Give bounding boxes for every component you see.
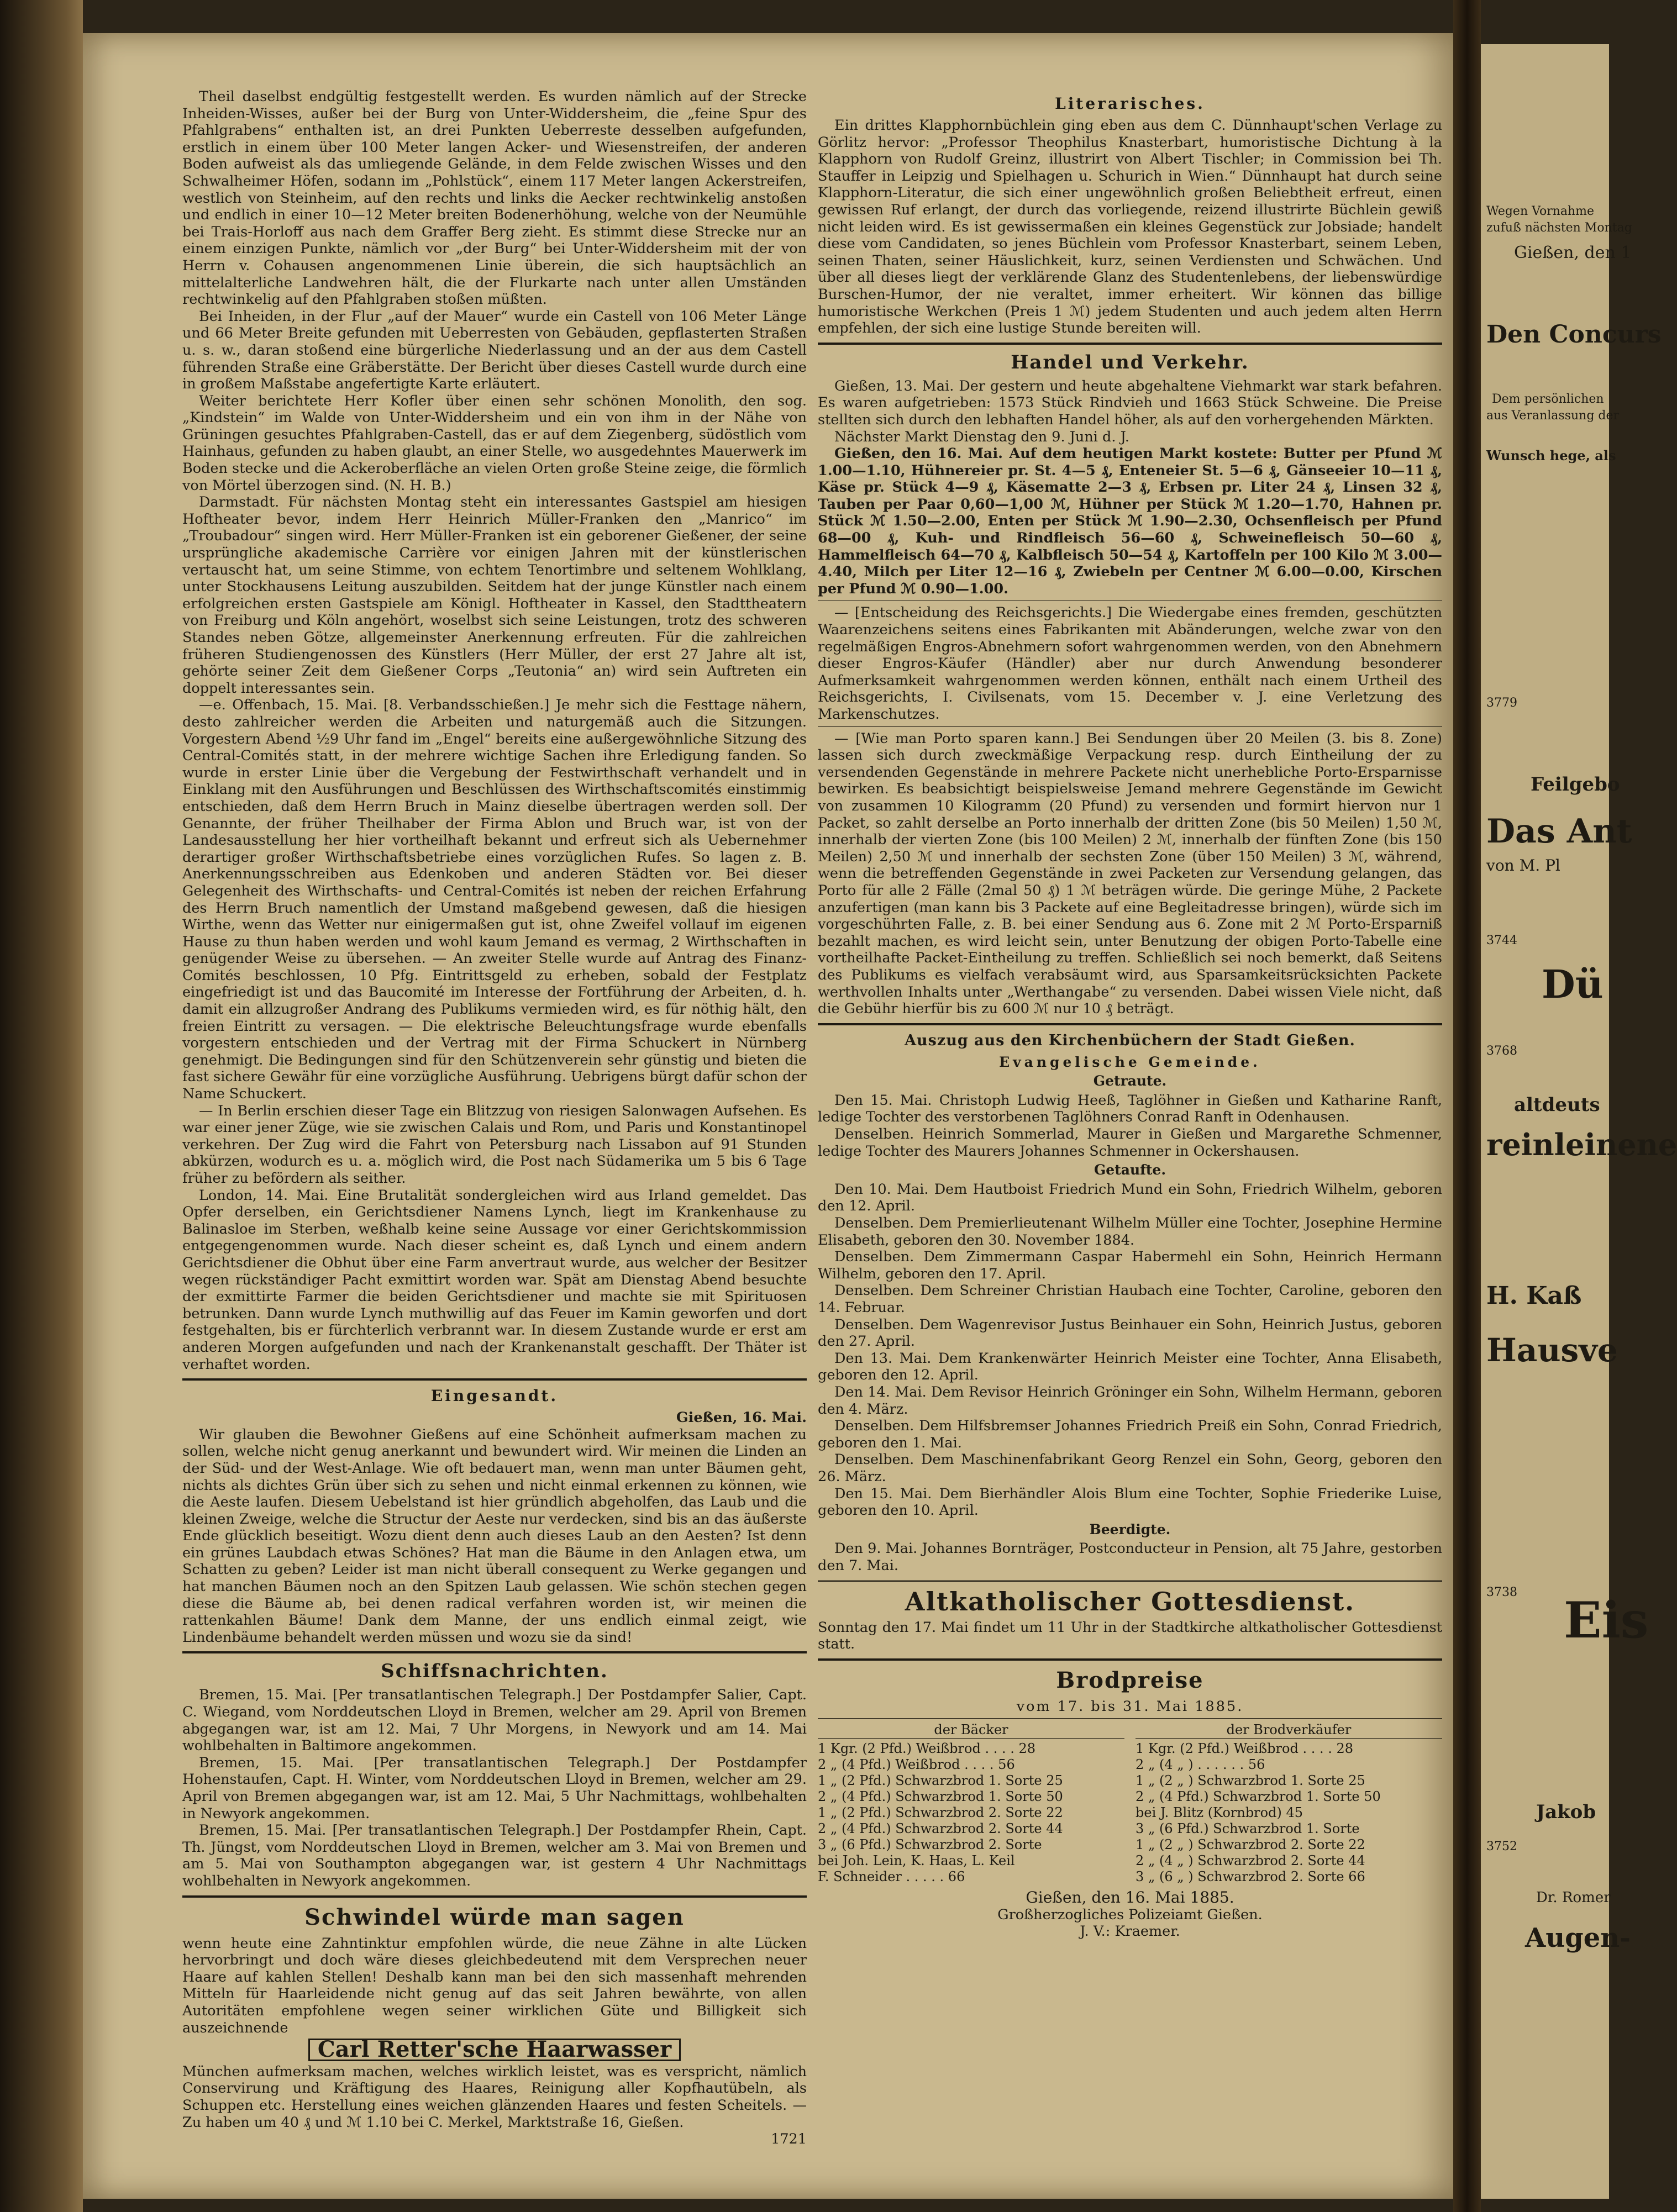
- literarisches-text: Ein drittes Klapphornbüchlein ging eben aus dem C. Dünnhaupt'schen Verlage zu Görlitz hervor: „Professor Theophilus Knasterbart, humoristische Dichtung à la Klapphorn von Rudolf Greinz, illustrirt von Albert Tischler; in Commission bei Th. Stauffer in Leipzig und Spielhagen u. Schurich in Wien.“ Dünnhaupt hat durch seine Klapphorn-Literatur, die sich einer ungewöhnlich großen Beliebtheit erfreut, einen gewissen Ruf erlangt, der durch das vorliegende, reizend illustrirte Büchlein gewiß nicht leiden wird. Es ist gewissermaßen ein kleines Gegenstück zur Jobsiade; handelt diese vom Candidaten, so jenes Büchlein vom Professor Knasterbart, seinem Leben, seinen Thaten, seiner Häuslichkeit, kurz, seinen Verdiensten und Schwächen. Und über all dieses liegt der verklärende Glanz des Studentenlebens, der liebenswürdige Burschen-Humor, der nie veraltet, immer erheitert. Wir können das billige humoristische Werkchen (Preis 1 ℳ) jedem Studenten und auch jedem alten Herrn empfehlen, der sich eine lustige Stunde bereiten will.: [818, 117, 1442, 337]
- getaufte-entry: Denselben. Dem Premierlieutenant Wilhelm Müller eine Tochter, Josephine Hermine Elisabeth, geboren den 30. November 1884.: [818, 1215, 1442, 1249]
- article-paragraph: London, 14. Mai. Eine Brutalität sondergleichen wird aus Irland gemeldet. Das Opfer derselben, ein Gerichtsdiener Namens Lynch, liegt im Krankenhause zu Balinasloe im Sterben, weßhalb keine seine Aussage vor einer Gerichtskommission entgegengenommen wurde. Nach dieser scheint es, daß Lynch und einem andern Gerichtsdiener die Obhut über eine Farm anvertraut wurde, aus welcher der Besitzer wegen rückständiger Pacht exmittirt worden war. Spät am Dienstag Abend besuchte der exmittirte Farmer die beiden Gerichtsdiener und machte sie mit Spirituosen betrunken. Dann wurde Lynch muthwillig auf das Feuer im Kamin geworfen und dort festgehalten, bis er fürchterlich verbrannt war. In diesem Zustande wurde er erst am anderen Morgen aufgefunden und nach der Krankenanstalt geschafft. Der Thäter ist verhaftet worden.: [182, 1187, 807, 1373]
- article-paragraph: Theil daselbst endgültig festgestellt werden. Es wurden nämlich auf der Strecke Inheiden-Wisses, außer bei der Burg von Unter-Widdersheim, die „feine Spur des Pfahlgrabens“ enthalten ist, an drei Punkten Ueberreste desselben aufgefunden, erstlich in einem über 100 Meter langen Acker- und Wiesenstreifen, der anderen Boden aufweist als das umliegende Gelände, in dem Felde zwischen Wisses und den Schwalheimer Höfen, sodann im „Pohlstück“, einem 117 Meter langen Ackerstreifen, westlich von Steinheim, auf den rechts und links die Aecker rechtwinkelig anstoßen und endlich in einer 10—12 Meter breiten Bodenerhöhung, welche von der Neumühle bei Trais-Horloff aus nach dem Graffer Berg zieht. Es stimmt diese Strecke nur an einem einzigen Punkte, nämlich vor „der Burg“ bei Unter-Widdersheim mit der von Herrn v. Cohausen angenommenen Linie überein, die sich hauptsächlich an mittelalterliche Landwehren hält, die der Flurkarte nach unter allen Umständen rechtwinkelig auf den Pfahlgraben stoßen müßten.: [182, 88, 807, 308]
- next-page-text: H. Kaß: [1486, 1282, 1582, 1310]
- getraute-label: Getraute.: [1093, 1073, 1167, 1089]
- getaufte-entry: Denselben. Dem Hilfsbremser Johannes Friedrich Preiß ein Sohn, Conrad Friedrich, geboren den 1. Mai.: [818, 1418, 1442, 1451]
- getaufte-entry: Denselben. Dem Zimmermann Caspar Habermehl ein Sohn, Heinrich Hermann Wilhelm, geboren den 17. April.: [818, 1249, 1442, 1282]
- brodpreise-date: Gießen, den 16. Mai 1885.: [1026, 1888, 1234, 1907]
- left-column: [182, 88, 807, 2148]
- hair-tonic-ad-heading: Schwindel würde man sagen: [304, 1904, 685, 1930]
- divider: [818, 1718, 1442, 1719]
- price-row: 2 „ (4 Pfd.) Weißbrod . . . . 56: [818, 1757, 1015, 1773]
- price-row: bei J. Blitz (Kornbrod) 45: [1135, 1805, 1303, 1821]
- eingesandt-heading: Eingesandt.: [430, 1387, 559, 1405]
- handel-next-market: Nächster Markt Dienstag den 9. Juni d. J.: [834, 428, 1129, 445]
- price-row: 2 „ (4 Pfd.) Schwarzbrod 2. Sorte 44: [818, 1821, 1063, 1837]
- hair-tonic-ad-text-2: München aufmerksam machen, welches wirklich leistet, was es verspricht, nämlich Conservirung und Kräftigung des Haares, Reinigung aller Kopfhautübeln, als Schuppen etc. Herstellung eines weichen glänzenden Haares und festen Scheitels. — Zu haben um 40 ₰ und ℳ 1.10 bei C. Merkel, Marktstraße 16, Gießen.: [182, 2063, 807, 2131]
- price-row: 3 „ (6 Pfd.) Schwarzbrod 2. Sorte: [818, 1837, 1042, 1853]
- hair-tonic-brand: Carl Retter'sche Haarwasser: [308, 2039, 681, 2061]
- next-page-text: Dem persönlichen: [1492, 392, 1604, 406]
- getaufte-entry: Den 14. Mai. Dem Revisor Heinrich Gröninger ein Sohn, Wilhelm Hermann, geboren den 4. März.: [818, 1383, 1442, 1418]
- market-prices: Gießen, den 16. Mai. Auf dem heutigen Markt kostete: Butter per Pfund ℳ 1.00—1.10, Hühnereier pr. St. 4—5 ₰, Enteneier St. 5—6 ₰, Gänseeier 10—11 ₰, Käse pr. Stück 4—9 ₰, Käsematte 2—3 ₰, Erbsen pr. Liter 24 ₰, Linsen 32 ₰, Tauben per Paar 0,60—1,00 ℳ, Hühner per Stück ℳ 1.20—1.70, Hahnen pr. Stück ℳ 1.50—2.00, Enten per Stück ℳ 1.90—2.30, Ochsenfleisch per Pfund 68—00 ₰, Kuh- und Rindfleisch 56—60 ₰, Schweinefleisch 50—60 ₰, Hammelfleisch 64—70 ₰, Kalbfleisch 50—54 ₰, Kartoffeln per 100 Kilo ℳ 3.00—4.40, Milch per Liter 12—16 ₰, Zwiebeln per Centner ℳ 6.00—0.00, Kirschen per Pfund ℳ 0.90—1.00.: [818, 445, 1442, 597]
- baecker-header: der Bäcker: [818, 1722, 1124, 1739]
- price-row: 3 „ (6 Pfd.) Schwarzbrod 1. Sorte: [1135, 1821, 1360, 1837]
- next-page-text: Wegen Vornahme: [1486, 204, 1595, 218]
- altkatholisch-text: Sonntag den 17. Mai findet um 11 Uhr in der Stadtkirche altkatholischer Gottesdienst statt.: [818, 1619, 1442, 1653]
- getaufte-entry: Denselben. Dem Wagenrevisor Justus Beinhauer ein Sohn, Heinrich Justus, geboren den 27. April.: [818, 1316, 1442, 1350]
- price-row: 3 „ (6 „ ) Schwarzbrod 2. Sorte 66: [1135, 1869, 1365, 1885]
- next-page-text: reinleinene: [1486, 1127, 1677, 1162]
- getaufte-entry: Den 15. Mai. Dem Bierhändler Alois Blum eine Tochter, Sophie Friederike Luise, geboren den 10. April.: [818, 1485, 1442, 1519]
- getaufte-entry: Den 10. Mai. Dem Hautboist Friedrich Mund ein Sohn, Friedrich Wilhelm, geboren den 12. April.: [818, 1181, 1442, 1215]
- book-spine: [0, 0, 83, 2212]
- brodpreise-signature: J. V.: Kraemer.: [1080, 1923, 1180, 1940]
- article-paragraph: Darmstadt. Für nächsten Montag steht ein interessantes Gastspiel am hiesigen Hoftheater bevor, indem Herr Heinrich Müller-Franken den „Manrico“ im „Troubadour“ singen wird. Herr Müller-Franken ist ein geborener Gießener, der seine ursprüngliche akademische Carrière vor einigen Jahren mit der künstlerischen vertauscht hat, um seine Stimme, von echtem Tenortimbre und seltenem Wohlklang, unter Stockhausens Leitung auszubilden. Seitdem hat der junge Künstler nach einem erfolgreichen ersten Gastspiele am Königl. Hoftheater in Kassel, den Stadttheatern von Freiburg und Köln angehört, woselbst sich seine Leistungen, trotz des schweren Standes neben Götze, allgemeinster Anerkennung erfreuten. Für die zahlreichen früheren Studiengenossen des Künstlers (Herr Müller, der erst 27 Jahre alt ist, gehörte seiner Zeit dem Gießener Corps „Teutonia“ an) wird sein Auftreten ein doppelt interessantes sein.: [182, 494, 807, 697]
- porto-text: — [Wie man Porto sparen kann.] Bei Sendungen über 20 Meilen (3. bis 8. Zone) lassen sich durch zweckmäßige Verpackung resp. durch Eintheilung der zu versendenden Gegenstände in mehrere Packete nicht unerhebliche Porto-Ersparnisse bewirken. Es beabsichtigt beispielsweise Jemand mehrere Gegenstände im Gewicht von zusammen 10 Kilogramm (20 Pfund) zu versenden und formirt hiervon nur 1 Packet, so zahlt derselbe an Porto innerhalb der dritten Zone (bis 50 Meilen) 1,50 ℳ, innerhalb der vierten Zone (bis 100 Meilen) 2 ℳ, innerhalb der fünften Zone (bis 150 Meilen) 2,50 ℳ und innerhalb der sechsten Zone (über 150 Meilen) 3 ℳ, während, wenn die betreffenden Gegenstände in zwei Packeten zur Versendung gelangen, das Porto für alle 2 Fälle (2mal 50 ₰) 1 ℳ beträgen würde. Die geringe Mühe, 2 Packete anzufertigen (man kann bis 3 Packete auf eine Begleitadresse bringen), würde sich im vorgeschührten Falle, z. B. bei einer Sendung aus 6. Zone mit 2 ℳ Porto-Ersparniß bezahlt machen, es wird leicht sein, unter Benutzung der obigen Porto-Tabelle eine vortheilhafte Packet-Eintheilung zu treffen. Schließlich sei noch bemerkt, daß Seitens des Publikums es vielfach verabsäumt wird, aus Sparsamkeitsrücksichten Packete werthvollen Inhalts unter „Werthangabe“ zu versenden. Dabei wissen Viele nicht, daß die Gebühr hierfür bis zu 600 ℳ nur 10 ₰ beträgt.: [818, 730, 1442, 1018]
- next-page-edge: [1481, 44, 1677, 2199]
- price-row: bei Joh. Lein, K. Haas, L. Keil: [818, 1853, 1015, 1869]
- hair-tonic-ad-text: wenn heute eine Zahntinktur empfohlen würde, die neue Zähne in alte Lücken hervorbringt und doch wäre dieses gleichbedeutend mit dem Versprechen neuer Haare auf kahlen Stellen! Deshalb kann man bei den sich massenhaft mehrenden Mitteln für Haarleidende nicht genug auf das seit Jahren bewährte, von allen Autoritäten empfohlene wegen seiner wirklichen Güte und Billigkeit sich auszeichnende: [182, 1935, 807, 2036]
- schiff-item: Bremen, 15. Mai. [Per transatlantischen Telegraph.] Der Postdampfer Salier, Capt. C. Wiegand, vom Norddeutschen Lloyd in Bremen, welcher am 29. April von Bremen abgegangen war, ist am 12. Mai, 7 Uhr Morgens, in Newyork und am 14. Mai wohlbehalten in Baltimore angekommen.: [182, 1687, 807, 1755]
- getraute-entry: Denselben. Heinrich Sommerlad, Maurer in Gießen und Margarethe Schmenner, ledige Tochter des Maurers Johannes Schmenner in Ockershausen.: [818, 1126, 1442, 1160]
- divider: [818, 726, 1442, 727]
- literarisches-heading: Literarisches.: [1055, 94, 1205, 113]
- price-row: 1 Kgr. (2 Pfd.) Weißbrod . . . . 28: [1135, 1741, 1354, 1757]
- next-page-text: Dr. Romer: [1536, 1889, 1611, 1906]
- verkaeufer-column: [1135, 1722, 1442, 1885]
- next-page-text: Feilgebo: [1531, 773, 1620, 796]
- eingesandt-text: Wir glauben die Bewohner Gießens auf eine Schönheit aufmerksam machen zu sollen, welche nicht genug anerkannt und bewundert wird. Wir meinen die Linden an der Süd- und der West-Anlage. Wie oft bedauert man, wenn man unter Bäumen geht, nichts als dichtes Grün über sich zu sehen und nicht einmal erkennen zu können, wie die Aeste laufen. Diesem Uebelstand ist hier gründlich abgeholfen, das Laub und die kleinen Zweige, welche die Structur der Aeste nur verdecken, sind bis an das äußerste Ende glücklich beseitigt. Wozu dient denn auch dieses Laub an den Aesten? Ist denn ein grünes Laubdach etwas Schönes? Hat man die Bäume in den Anlagen etwa, um Schatten zu geben? Leider ist man nicht überall consequent zu Werke gegangen und hat manchen Bäumen noch an den Spitzen Laub gelassen. Wie schön stechen gegen diese die Bäume ab, bei denen radical verfahren worden ist, wir meinen die rattenkahlen Bäume! Dank dem Manne, der uns endlich einmal zeigt, wie Lindenbäume behandelt werden müssen und wozu sie da sind!: [182, 1426, 807, 1646]
- bread-price-table: [818, 1722, 1442, 1885]
- article-paragraph: — In Berlin erschien dieser Tage ein Blitzzug von riesigen Salonwagen Aufsehen. Es war einer jener Züge, wie sie zwischen Calais und Rom, und Paris und Konstantinopel verkehren. Der Zug wird die Fahrt von Petersburg nach Lissabon auf 91 Stunden abkürzen, wodurch es u. a. möglich wird, die Post nach Südamerika um 5 bis 6 Tage früher zu befördern als seither.: [182, 1102, 807, 1187]
- next-page-text: Wunsch hege, als: [1486, 447, 1616, 464]
- next-page-text: 3768: [1486, 1044, 1517, 1058]
- price-row: 1 „ (2 „ ) Schwarzbrod 1. Sorte 25: [1135, 1773, 1365, 1789]
- section-divider: [818, 1580, 1442, 1582]
- next-page-text: Augen-: [1525, 1923, 1631, 1953]
- next-page-text: Den Concurs: [1486, 320, 1662, 349]
- section-divider: [182, 1895, 807, 1898]
- next-page-text: altdeuts: [1514, 1094, 1600, 1116]
- baecker-column: [818, 1722, 1124, 1885]
- getaufte-entry: Denselben. Dem Maschinenfabrikant Georg Renzel ein Sohn, Georg, geboren den 26. März.: [818, 1451, 1442, 1485]
- hair-tonic-brand-wrap: [182, 2036, 807, 2063]
- right-column: [818, 88, 1442, 1940]
- beerdigte-entry: Den 9. Mai. Johannes Bornträger, Postconducteur in Pension, alt 75 Jahre, gestorben den 7. Mai.: [818, 1540, 1442, 1574]
- next-page-text: aus Veranlassung der: [1486, 409, 1620, 423]
- next-page-text: Dü: [1542, 961, 1604, 1007]
- section-divider: [818, 343, 1442, 345]
- article-paragraph: Weiter berichtete Herr Kofler über einen sehr schönen Monolith, den sog. „Kindstein“ im Walde von Unter-Widdersheim und ein von ihm in der Nähe von Grüningen gesuchtes Pfahlgraben-Castell, das er auf dem Ziegenberg, südöstlich vom Hainhaus, gefunden zu haben glaubt, an einer Stelle, wo ausgedehntes Mauerwerk im Boden stecke und die Ackeroberfläche an vielen Orten große Steine zeige, die förmlich von Mörtel überzogen sind. (N. H. B.): [182, 392, 807, 494]
- price-row: 2 „ (4 Pfd.) Schwarzbrod 1. Sorte 50: [818, 1789, 1063, 1805]
- price-row: 1 Kgr. (2 Pfd.) Weißbrod . . . . 28: [818, 1741, 1036, 1757]
- getaufte-label: Getaufte.: [1094, 1162, 1166, 1178]
- ad-number: 1721: [771, 2131, 807, 2148]
- next-page-text: 3744: [1486, 934, 1517, 947]
- next-page-text: zufuß nächsten Montag: [1486, 221, 1632, 235]
- price-row: 1 „ (2 Pfd.) Schwarzbrod 2. Sorte 22: [818, 1805, 1063, 1821]
- next-page-text: 3752: [1486, 1840, 1517, 1853]
- next-page-text: 3779: [1486, 696, 1517, 710]
- article-paragraph: —e. Offenbach, 15. Mai. [8. Verbandsschießen.] Je mehr sich die Festtage nähern, desto zahlreicher werden die Arbeiten und naturgemäß auch die Sitzungen. Vorgestern Abend ½9 Uhr fand im „Engel“ bereits eine außergewöhnliche Sitzung des Central-Comités statt, in der mehrere wichtige Sachen ihre Erledigung fanden. So wurde in erster Linie über die Vergebung der Festwirthschaft verhandelt und in Einklang mit den Ausführungen und Beschlüssen des Wirthschaftscomités einstimmig entschieden, daß dem Herrn Bruch in Mainz dieselbe übertragen werden soll. Der Genannte, der früher Theilhaber der Firma Ablon und Bruch war, ist von der Landesausstellung her hier vortheilhaft bekannt und erfreut sich als Uebernehmer derartiger großer Wirthschaftsbetriebe eines vorzüglichen Rufes. So lagen z. B. Anerkennungsschreiben aus Edenkoben und anderen Städten vor. Bei dieser Gelegenheit des Wirthschafts- und Central-Comités ist neben der reichen Erfahrung des Herrn Bruch namentlich der Umstand maßgebend gewesen, daß die hiesigen Wirthe, wenn das Wetter nur einigermaßen gut ist, ohne Zweifel vollauf im eigenen Hause zu thun haben werden und wohl kaum Jemand es vermag, 2 Wirthschaften in genügender Weise zu übersehen. — An zweiter Stelle wurde auf Antrag des Finanz-Comités beschlossen, 10 Pfg. Eintrittsgeld zu erheben, sobald der Festplatz eingefriedigt ist und das Baucomité im Interesse der Fortführung der Arbeiten, d. h. damit ein allzugroßer Andrang des Publikums vermieden wird, es für nöthig hält, den freien Eintritt zu versagen. — Die elektrische Beleuchtungsfrage wurde ebenfalls vorgestern entschieden und der Vertrag mit der Firma Schuckert in Nürnberg genehmigt. Die Bedingungen sind für den Schützenverein sehr günstig und bieten die fast sichere Gewähr für eine vorzügliche Ausführung. Uebrigens bürgt dafür schon der Name Schuckert.: [182, 697, 807, 1103]
- next-page-text: Hausve: [1486, 1331, 1618, 1369]
- section-divider: [182, 1378, 807, 1381]
- kirchenbuch-subheading: Evangelische Gemeinde.: [999, 1054, 1261, 1070]
- article-paragraph: Bei Inheiden, in der Flur „auf der Mauer“ wurde ein Castell von 106 Meter Länge und 66 Meter Breite gefunden mit Ueberresten von Gebäuden, gepflasterten Straßen u. s. w., daran stoßend eine bürgerliche Niederlassung und an der aus dem Castell führenden Straße eine Gräberstätte. Der Bericht über dieses Castell wurde durch eine in großem Maßstabe angefertigte Karte erläutert.: [182, 308, 807, 393]
- price-row: 2 „ (4 „ ) . . . . . . 56: [1135, 1757, 1265, 1773]
- section-divider: [818, 1658, 1442, 1661]
- beerdigte-label: Beerdigte.: [1089, 1521, 1171, 1537]
- altkatholisch-heading: Altkatholischer Gottesdienst.: [905, 1586, 1355, 1616]
- brodpreise-heading: Brodpreise: [1056, 1667, 1204, 1693]
- schiff-item: Bremen, 15. Mai. [Per transatlantischen Telegraph.] Der Postdampfer Rhein, Capt. Th. Jüngst, vom Norddeutschen Lloyd in Bremen, welcher am 3. Mai von Bremen und am 5. Mai von Southampton abgegangen war, ist gestern 4 Uhr Nachmittags wohlbehalten in Newyork angekommen.: [182, 1822, 807, 1889]
- eingesandt-dateline: Gießen, 16. Mai.: [676, 1409, 807, 1426]
- reichsgericht-text: — [Entscheidung des Reichsgerichts.] Die Wiedergabe eines fremden, geschützten Waarenzeichens seitens eines Fabrikanten mit Abänderungen, welche zwar von den regelmäßigen Engros-Abnehmern sofort wahrgenommen werden, von den Abnehmern dieser Engros-Käufer (Händler) aber nur durch Anwendung besonderer Aufmerksamkeit wahrgenommen werden können, enthält nach einem Urtheil des Reichsgerichts, I. Civilsenats, vom 15. December v. J. eine Verletzung des Markenschutzes.: [818, 604, 1442, 723]
- next-page-text: 3738: [1486, 1586, 1517, 1599]
- brodpreise-authority: Großherzogliches Polizeiamt Gießen.: [997, 1906, 1263, 1923]
- kirchenbuch-heading: Auszug aus den Kirchenbüchern der Stadt Gießen.: [905, 1031, 1355, 1049]
- price-row: 2 „ (4 Pfd.) Schwarzbrod 1. Sorte 50: [1135, 1789, 1381, 1805]
- section-divider: [818, 1023, 1442, 1025]
- getraute-entry: Den 15. Mai. Christoph Ludwig Heeß, Taglöhner in Gießen und Katharine Ranft, ledige Tochter des verstorbenen Taglöhners Conrad Ranft in Odenhausen.: [818, 1092, 1442, 1126]
- book-gutter: [1453, 0, 1481, 2212]
- price-row: F. Schneider . . . . . 66: [818, 1869, 965, 1885]
- next-page-text: Jakob: [1536, 1801, 1596, 1823]
- schiff-heading: Schiffsnachrichten.: [381, 1660, 608, 1683]
- next-page-text: von M. Pl: [1486, 856, 1560, 875]
- price-row: 1 „ (2 „ ) Schwarzbrod 2. Sorte 22: [1135, 1837, 1365, 1853]
- price-row: 1 „ (2 Pfd.) Schwarzbrod 1. Sorte 25: [818, 1773, 1063, 1789]
- section-divider: [182, 1651, 807, 1653]
- next-page-text: Gießen, den 1: [1514, 243, 1632, 262]
- schiff-item: Bremen, 15. Mai. [Per transatlantischen Telegraph.] Der Postdampfer Hohenstaufen, Capt. H. Winter, vom Norddeutschen Lloyd in Bremen, welcher am 29. April von Bremen abgegangen war, ist am 12. Mai, 5 Uhr Nachmittags, wohlbehalten in Newyork angekommen.: [182, 1754, 807, 1822]
- brodpreise-period: vom 17. bis 31. Mai 1885.: [1016, 1698, 1244, 1715]
- handel-text: Gießen, 13. Mai. Der gestern und heute abgehaltene Viehmarkt war stark befahren. Es waren aufgetrieben: 1573 Stück Rindvieh und 1663 Stück Schweine. Die Preise stellten sich durch den lebhaften Handel höher, als auf den vorhergehenden Märkten.: [818, 377, 1442, 428]
- getaufte-entry: Denselben. Dem Schreiner Christian Haubach eine Tochter, Caroline, geboren den 14. Februar.: [818, 1282, 1442, 1316]
- next-page-text: Das Ant: [1486, 812, 1632, 851]
- getaufte-entry: Den 13. Mai. Dem Krankenwärter Heinrich Meister eine Tochter, Anna Elisabeth, geboren den 12. April.: [818, 1350, 1442, 1384]
- next-page-text: Eis: [1564, 1591, 1649, 1650]
- verkaeufer-header: der Brodverkäufer: [1135, 1722, 1442, 1739]
- handel-heading: Handel und Verkehr.: [1011, 351, 1249, 373]
- price-row: 2 „ (4 „ ) Schwarzbrod 2. Sorte 44: [1135, 1853, 1365, 1869]
